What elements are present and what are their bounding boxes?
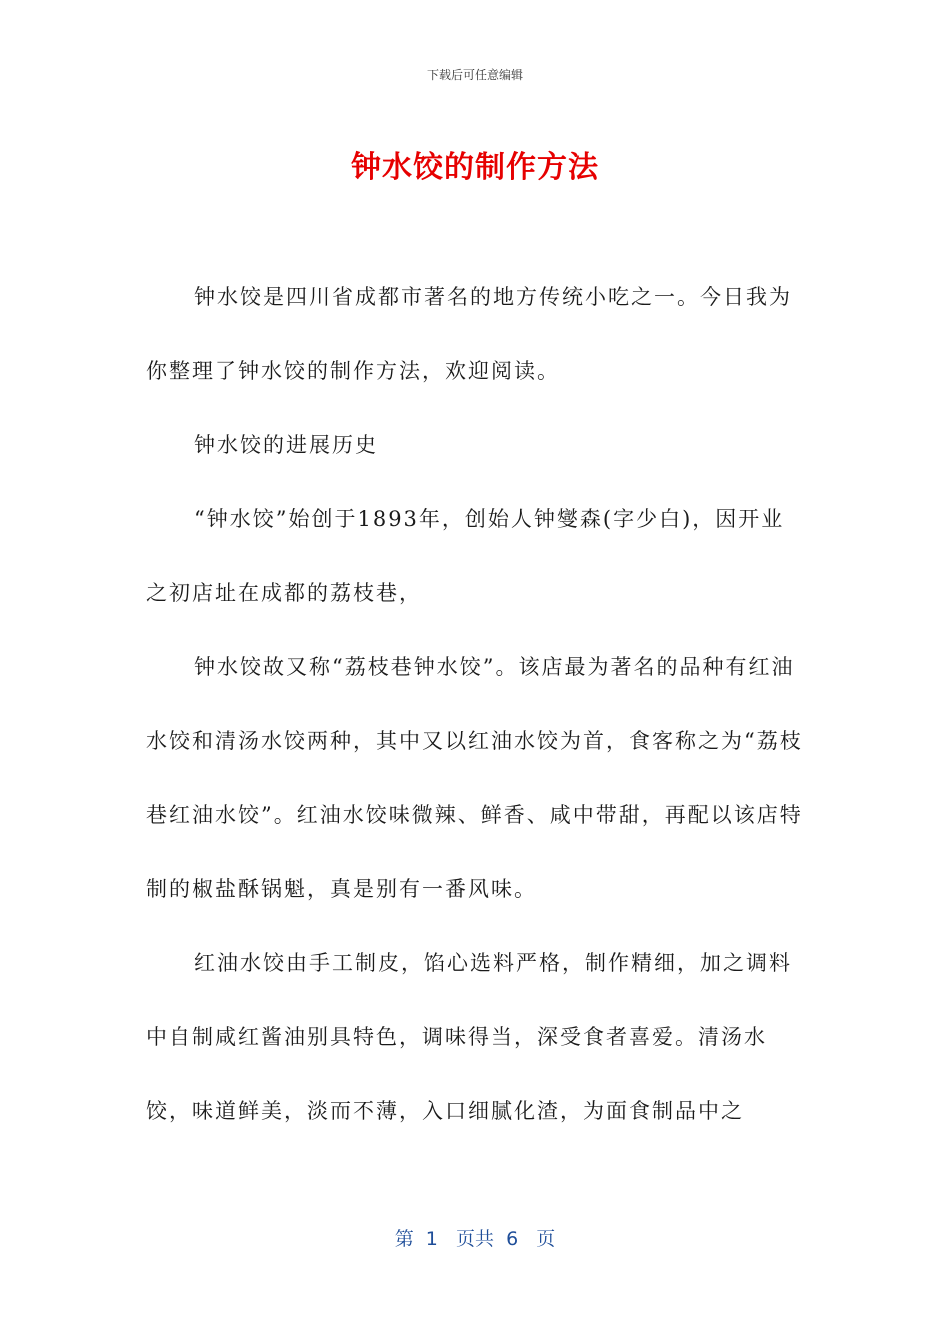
paragraph-intro: 钟水饺是四川省成都市著名的地方传统小吃之一。今日我为你整理了钟水饺的制作方法，欢迎阅读。 <box>146 285 792 383</box>
paragraph-clear-soup: 红油水饺由手工制皮，馅心选料严格，制作精细，加之调料中自制咸红酱油别具特色，调味得当，深受食者喜爱。清汤水饺，味道鲜美，淡而不薄，入口细腻化渣，为面食制品中之 <box>146 951 792 1123</box>
paragraph-red-oil: 钟水饺故又称“荔枝巷钟水饺”。该店最为著名的品种有红油水饺和清汤水饺两种，其中又以红油水饺为首，食客称之为“荔枝巷红油水饺”。红油水饺味微辣、鲜香、咸中带甜，再配以该店特制的椒盐酥锅魁，真是别有一番风味。 <box>146 655 803 901</box>
paragraph-history-heading: 钟水饺的进展历史 <box>194 433 378 457</box>
header-note: 下载后可任意编辑 <box>426 68 523 82</box>
document-title: 钟水饺的制作方法 <box>351 150 599 185</box>
page-number-footer: 第 1 页共 6 页 <box>394 1228 556 1250</box>
paragraph-founding: “钟水饺”始创于1893年，创始人钟燮森(字少白)，因开业之初店址在成都的荔枝巷， <box>146 507 785 605</box>
document-body <box>146 260 806 1148</box>
